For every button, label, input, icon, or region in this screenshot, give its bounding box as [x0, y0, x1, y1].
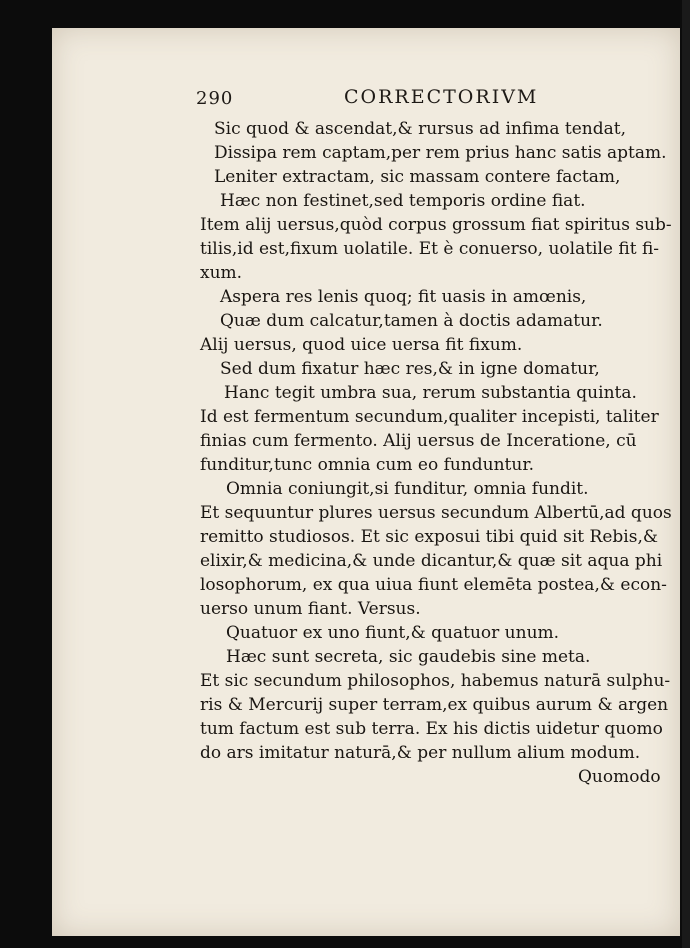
- catchword: Quomodo: [578, 767, 661, 787]
- page-edge: [682, 0, 690, 948]
- text-line: Aspera res lenis quoq; fit uasis in amœnis,: [220, 287, 587, 307]
- page-number: 290: [196, 88, 234, 109]
- text-line: Hanc tegit umbra sua, rerum substantia quinta.: [224, 383, 637, 403]
- text-line: Sic quod & ascendat,& rursus ad infima tendat,: [214, 119, 626, 139]
- text-line: Hæc non festinet,sed temporis ordine fiat.: [220, 191, 586, 211]
- text-line: Et sequuntur plures uersus secundum Albertū,ad quos: [200, 503, 672, 523]
- text-line: Hæc sunt secreta, sic gaudebis sine meta.: [226, 647, 591, 667]
- running-head: CORRECTORIVM: [344, 86, 539, 108]
- text-line: Leniter extractam, sic massam contere factam,: [214, 167, 621, 187]
- text-line: Omnia coniungit,si funditur, omnia fundit.: [226, 479, 589, 499]
- text-line: Et sic secundum philosophos, habemus naturā sulphu-: [200, 671, 671, 691]
- text-line: funditur,tunc omnia cum eo funduntur.: [200, 455, 534, 475]
- text-line: Sed dum fixatur hæc res,& in igne domatur,: [220, 359, 600, 379]
- text-line: Quæ dum calcatur,tamen à doctis adamatur.: [220, 311, 603, 331]
- text-line: tilis,id est,fixum uolatile. Et è conuerso, uolatile fit fi-: [200, 239, 660, 259]
- text-line: ris & Mercurij super terram,ex quibus aurum & argen: [200, 695, 669, 715]
- text-line: Item alij uersus,quòd corpus grossum fiat spiritus sub-: [200, 215, 672, 235]
- text-line: Quatuor ex uno fiunt,& quatuor unum.: [226, 623, 560, 643]
- text-line: do ars imitatur naturā,& per nullum alium modum.: [200, 743, 641, 763]
- text-line: Id est fermentum secundum,qualiter incepisti, taliter: [200, 407, 659, 427]
- text-line: finias cum fermento. Alij uersus de Inceratione, cū: [200, 431, 637, 451]
- text-line: remitto studiosos. Et sic exposui tibi quid sit Rebis,&: [200, 527, 658, 547]
- text-line: xum.: [200, 263, 243, 283]
- page-header: [196, 86, 676, 114]
- text-line: Alij uersus, quod uice uersa fit fixum.: [200, 335, 523, 355]
- text-line: elixir,& medicina,& unde dicantur,& quæ sit aqua phi: [200, 551, 663, 571]
- text-line: uerso unum fiant. Versus.: [200, 599, 421, 619]
- text-line: losophorum, ex qua uiua fiunt elemēta postea,& econ-: [200, 575, 667, 595]
- text-line: tum factum est sub terra. Ex his dictis uidetur quomo: [200, 719, 663, 739]
- text-line: Dissipa rem captam,per rem prius hanc satis aptam.: [214, 143, 667, 163]
